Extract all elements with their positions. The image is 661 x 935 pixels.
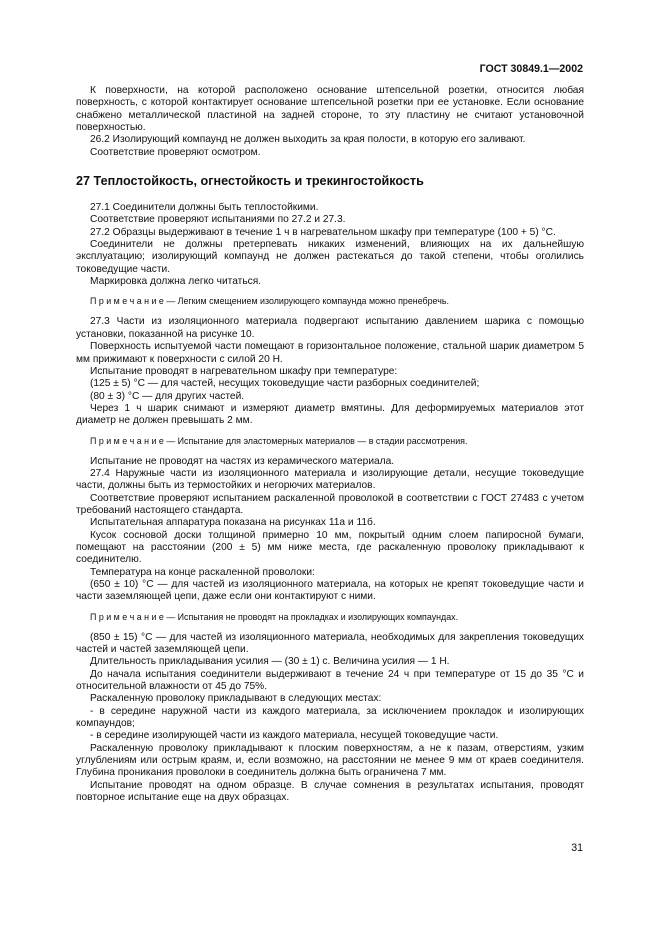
note-label: П р и м е ч а н и е — [90, 435, 164, 446]
list-item: (125 ± 5) °С — для частей, несущих токоведущие части разборных соединителей; — [90, 378, 480, 390]
section-heading-27: 27 Теплостойкость, огнестойкость и трекингостойкость — [76, 174, 424, 189]
note-text: — Легким смещением изолирующего компаунда можно пренебречь. — [163, 296, 449, 307]
paragraph: Раскаленную проволоку прикладывают к плоским поверхностям, а не к пазам, отверстиям, узким углублениям или острым краям, и, если возможно, на расстоянии не менее 9 мм от краев соединителя. Глубина проникания проволоки в соединитель должна быть ограничена 7 мм. — [76, 742, 584, 779]
clause-27-3: 27.3 Части из изоляционного материала подвергают испытанию давлением шарика с помощью установки, показанной на рисунке 10. — [76, 316, 584, 340]
paragraph: Соединители не должны претерпевать никаких изменений, влияющих на их дальнейшую эксплуатацию; изолирующий компаунд не должен растекаться до такой степени, чтобы оголились токоведущие части. — [76, 239, 584, 275]
paragraph: Длительность прикладывания усилия — (30 ± 1) с. Величина усилия — 1 Н. — [90, 656, 450, 668]
list-item: (80 ± 3) °С — для других частей. — [90, 390, 245, 402]
paragraph: Соответствие проверяют осмотром. — [90, 146, 261, 158]
paragraph: Соответствие проверяют испытаниями по 27.2 и 27.3. — [90, 214, 346, 226]
paragraph: До начала испытания соединители выдерживают в течение 24 ч при температуре от 15 до 35 °С и относительной влажности от 45 до 75%. — [76, 668, 584, 693]
clause-27-4: 27.4 Наружные части из изоляционного материала и изолирующие детали, несущие токоведущие части, должны быть из термостойких и негорючих материалов. — [76, 467, 584, 492]
clause-27-2: 27.2 Образцы выдерживают в течение 1 ч в нагревательном шкафу при температуре (100 + 5) °С. — [90, 226, 556, 238]
paragraph: Испытание проводят в нагревательном шкафу при температуре: — [90, 365, 398, 377]
list-item: - в середине изолирующей части из каждого материала, несущей токоведущие части. — [90, 730, 499, 742]
document-id-header: ГОСТ 30849.1—2002 — [479, 63, 583, 75]
paragraph: Кусок сосновой доски толщиной примерно 10 мм, покрытый одним слоем папиросной бумаги, помещают на расстоянии (200 ± 5) мм ниже места, где раскаленную проволоку прикладывают к соединителю. — [76, 529, 584, 566]
page-number: 31 — [571, 842, 583, 854]
paragraph: Через 1 ч шарик снимают и измеряют диаметр вмятины. Для деформируемых материалов этот диаметр не должен превышать 2 мм. — [76, 402, 584, 427]
note-label: П р и м е ч а н и е — [90, 296, 164, 307]
paragraph: Испытание не проводят на частях из керамического материала. — [90, 455, 395, 467]
note-3 — [76, 611, 584, 623]
document-body — [76, 85, 584, 805]
paragraph: Испытательная аппаратура показана на рисунках 11а и 11б. — [90, 517, 376, 529]
note-text: — Испытания не проводят на прокладках и изолирующих компаундах. — [163, 611, 459, 622]
paragraph: Раскаленную проволоку прикладывают в следующих местах: — [90, 693, 382, 705]
paragraph: (850 ± 15) °С — для частей из изоляционного материала, необходимых для закрепления токоведущих частей и частей заземляющей цепи. — [76, 631, 584, 656]
note-2 — [76, 435, 584, 447]
paragraph: Маркировка должна легко читаться. — [90, 276, 262, 288]
paragraph: Поверхность испытуемой части помещают в горизонтальное положение, стальной шарик диаметром 5 мм прижимают к поверхности с силой 20 Н. — [76, 341, 584, 365]
note-label: П р и м е ч а н и е — [90, 611, 164, 622]
note-1 — [76, 295, 584, 307]
note-text: — Испытание для эластомерных материалов — в стадии рассмотрения. — [163, 435, 468, 446]
paragraph: (650 ± 10) °С — для частей из изоляционного материала, на которых не крепят токоведущие части и части заземляющей цепи, даже если они контактируют с ними. — [76, 579, 584, 603]
paragraph: Соответствие проверяют испытанием раскаленной проволокой в соответствии с ГОСТ 27483 с учетом требований настоящего стандарта. — [76, 492, 584, 516]
paragraph: К поверхности, на которой расположено основание штепсельной розетки, относится любая поверхность, с которой контактирует основание штепсельной розетки при ее установке. Если основание снабжено металлической пластиной на задней стороне, то эту пластину не считают установочной поверхностью. — [76, 85, 584, 134]
paragraph: Испытание проводят на одном образце. В случае сомнения в результатах испытания, проводят повторное испытание еще на двух образцах. — [76, 779, 584, 804]
clause-26-2: 26.2 Изолирующий компаунд не должен выходить за края полости, в которую его заливают. — [90, 134, 526, 146]
paragraph: Температура на конце раскаленной проволоки: — [90, 566, 315, 578]
list-item: - в середине наружной части из каждого материала, за исключением прокладок и изолирующих компаундов; — [76, 705, 584, 730]
clause-27-1: 27.1 Соединители должны быть теплостойкими. — [90, 202, 319, 214]
